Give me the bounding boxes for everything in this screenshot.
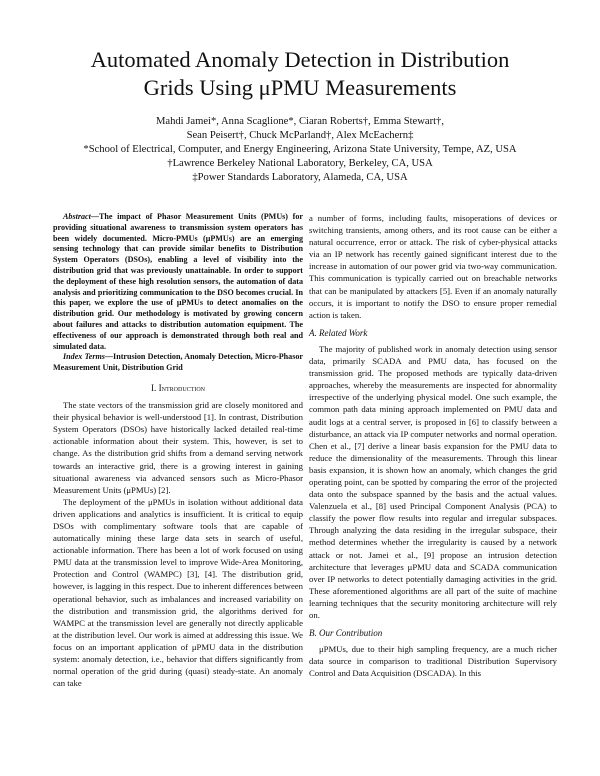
title-line-2: Grids Using μPMU Measurements (143, 75, 457, 100)
left-column (53, 212, 303, 689)
intro-paragraph-2: The deployment of the μPMUs in isolation without additional data driven applications and analytics is insufficient. It is critical to equip DSOs with complimentary software tools that are capable of automatically mining these large data sets in search of useful, actionable information. There has been a lot of work focused on using PMU data at the transmission level to improve Wide-Area Monitoring, Protection and Control (WAMPC) [3], [4]. The distribution grid, however, is lagging in this respect. Due to inherent differences between operational behavior, such as imbalances and increased variability on the distribution and transmission grid, the algorithms derived for WAMPC at the transmission level are generally not directly applicable at the distribution level. Our work is aimed at addressing this issue. We focus on an important application of μPMU data in the distribution system: anomaly detection, i.e., behavior that differs significantly from normal operation of the grid during (quasi) steady-state. An anomaly can take (53, 496, 303, 689)
contribution-paragraph: μPMUs, due to their high sampling frequency, are a much richer data source in comparison to traditional Distribution Supervisory Control and Data Acquisition (DSCADA). In this (309, 644, 557, 679)
intro-paragraph-1: The state vectors of the transmission grid are closely monitored and their physical behavior is well-understood [1]. In contrast, Distribution System Operators (DSOs) have historically lacked detailed real-time actionable information about their system. This, however, is set to change. As the distribution grid shifts from a demand serving network towards an interactive grid, there is a growing interest in gaining situational awareness via advanced sensors such as Micro-Phasor Measurement Units (μPMUs) [2]. (53, 400, 303, 495)
index-terms-lead: Index Terms— (63, 352, 114, 362)
paper-title (40, 46, 560, 102)
author-block (40, 115, 560, 185)
affiliation-asu: *School of Electrical, Computer, and Energy Engineering, Arizona State University, Tempe, AZ, USA (83, 144, 517, 155)
right-column (309, 212, 557, 679)
abstract (53, 212, 303, 352)
intro-paragraph-continued: a number of forms, including faults, misoperations of devices or switching transients, among others, and its root cause can be either a natural occurrence, error or attack. The risk of cyber-physical attacks via an IP network has recently gained significant interest due to the increase in automation of our power grid via two-way communication. This communication is typically carried out on breachable networks that can be manipulated by attackers [5]. Even if an anomaly naturally occurs, it is important to notify the DSO to ensure proper remedial action is taken. (309, 213, 557, 320)
index-terms (53, 352, 303, 374)
related-work-paragraph: The majority of published work in anomaly detection using sensor data, primarily SCADA and PMU data, has focused on the transmission grid. The proposed methods are typically data-driven approaches, whereby the measurements are inspected for abnormality irrespective of the underlying physical model. One such example, the common path data mining approach implemented on PMU data and audit logs at a central server, is proposed in [6] to classify between a disturbance, an attack via IP computer networks and normal operation. Chen et al., [7] derive a linear basis expansion for the PMU data to reduce the dimensionality of the measurements. Through this linear basis expansion, it is shown how an anomaly, which changes the grid operating point, can be spotted by comparing the error of the projected data onto the subspace spanned by the basis and the actual values. Valenzuela et al., [8] used Principal Component Analysis (PCA) to classify the power flow results into regular and irregular subspaces. Through analyzing the data residing in the irregular subspace, their method determines whether the irregularity is caused by a network attack or not. Jamei et al., [9] propose an intrusion detection architecture that leverages μPMU data and SCADA communication over IP networks to detect potentially damaging activities in the grid. These aforementioned algorithms are all part of the suite of machine learning techniques that the security monitoring architecture will rely on. (309, 343, 557, 620)
index-terms-text: Intrusion Detection, Anomaly Detection, Micro-Phasor Measurement Unit, Distribution Grid (53, 352, 303, 373)
authors-line-1: Mahdi Jamei*, Anna Scaglione*, Ciaran Roberts†, Emma Stewart†, (155, 116, 445, 127)
abstract-text: The impact of Phasor Measurement Units (PMUs) for providing situational awareness to transmission system operators has been widely documented. Micro-PMUs (μPMUs) are an emerging sensing technology that can provide similar benefits to Distribution System Operators (DSOs), enabling a level of visibility into the distribution grid that was previously unattainable. In order to support the deployment of these high resolution sensors, the automation of data analysis and prioritizing communication to the DSO becomes crucial. In this paper, we explore the use of μPMUs to detect anomalies on the distribution grid. Our methodology is motivated by growing concern about failures and attacks to distribution automation equipment. The effectiveness of our approach is demonstrated through both real and simulated data. (53, 212, 303, 351)
section-heading-introduction: I. Introduction (150, 382, 206, 393)
affiliation-psl: ‡Power Standards Laboratory, Alameda, CA, USA (192, 172, 408, 183)
affiliation-lbnl: †Lawrence Berkeley National Laboratory, Berkeley, CA, USA (167, 158, 433, 169)
title-line-1: Automated Anomaly Detection in Distribution (90, 47, 510, 72)
authors-line-2: Sean Peisert†, Chuck McParland†, Alex McEachern‡ (186, 130, 414, 141)
subsection-heading-related-work: A. Related Work (309, 327, 368, 338)
subsection-heading-contribution: B. Our Contribution (309, 628, 383, 639)
abstract-lead: Abstract— (63, 212, 99, 221)
